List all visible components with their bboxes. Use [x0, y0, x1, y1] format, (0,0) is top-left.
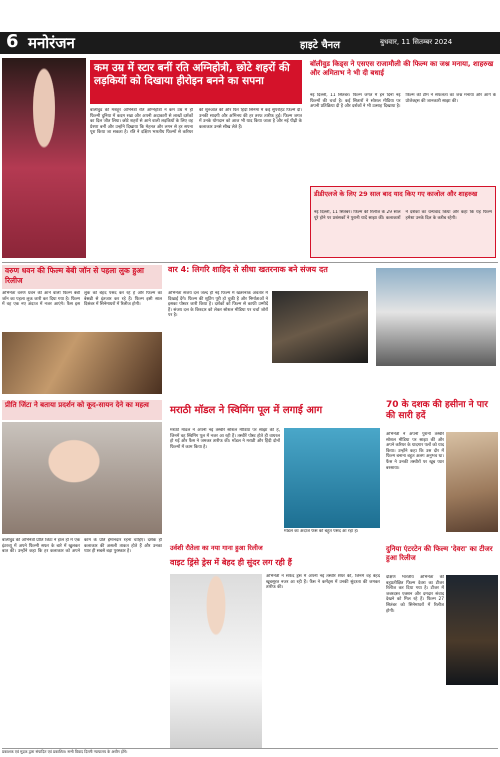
varun-headline: वरुण धवन की फिल्म बेबी जॉन से पहला लुक हुआ रिलीज [2, 265, 162, 289]
issue-date: बुधवार, 11 सितम्बर 2024 [380, 38, 453, 46]
model-caption: मॉडल का अंदाज फैंस को बहुत पसंद आ रहा है। [284, 529, 359, 534]
preity-photo [2, 422, 162, 534]
section-title: मनोरंजन [28, 34, 75, 52]
model-body: मराठी मॉडल ने अपनी नई तस्वीरें सोशल मीडिया पर साझा की हैं, जिनमें वह स्विमिंग पूल में नजर आ रही हैं। तस्वीरें पोस्ट होते ही वायरल हो गईं और फैंस ने जमकर तारीफ की। मॉडल ने मराठी और हिंदी दोनों फिल्मों में काम किया है। [170, 428, 280, 450]
white-photo [170, 574, 262, 748]
preity-body: बॉलीवुड की अभिनेत्री प्रीति जिंटा ने हाल ही में एक इंटरव्यू में अपने फिल्मी सफर के बारे में खुलकर बात की। उन्होंने कहा कि हर कलाकार को अपने काम के प्रति ईमानदार रहना चाहिए। दर्शक ही कलाकार की असली ताकत होते हैं और उनका प्यार ही सबसे बड़ा पुरस्कार है। [2, 538, 162, 555]
white-body: अभिनेत्री ने सफेद ड्रेस में अपनी नई तस्वीरें शेयर कीं, जिनमें वह बेहद खूबसूरत नजर आ रही हैं। फैंस ने कमेंट्स में उनकी सुंदरता की जमकर तारीफ की। [266, 574, 380, 591]
right-box-body: नई दिल्ली, 11 सितंबर। फिल्म की रिलीज के 29 साल पूरे होने पर प्रशंसकों ने पुरानी यादें साझा कीं। कलाकारों ने दर्शकों का धन्यवाद किया और कहा कि यह फिल्म हमेशा उनके दिल के करीब रहेगी। [314, 210, 492, 221]
footer-text: प्रकाशक एवं मुद्रक द्वारा संपादित एवं प्रकाशित। सभी विवाद दिल्ली न्यायालय के अधीन होंगे। [2, 749, 128, 754]
varun-body: अभिनेता वरुण धवन की आने वाली फिल्म बेबी जॉन का पहला लुक जारी कर दिया गया है। फिल्म में वह एक नए अंदाज में नजर आएंगे। फैंस इस लुक को बेहद पसंद कर रहे हैं और फिल्म का बेसब्री से इंतजार कर रहे हैं। फिल्म इसी साल दिसंबर में सिनेमाघरों में रिलीज होगी। [2, 291, 162, 308]
zeenat-photo [446, 432, 498, 532]
paper-name: हाइटे चैनल [300, 40, 341, 51]
right-box-headline: डीडीएलजे के लिए 29 साल बाद याद किए गए काजोल और शाहरुख [314, 190, 478, 198]
devara-photo [446, 575, 498, 685]
duniya-body: दक्षिण भारतीय अभिनेता की बहुप्रतीक्षित फिल्म देवरा का टीजर रिलीज कर दिया गया है। टीजर में जबरदस्त एक्शन और दमदार संवाद देखने को मिल रहे हैं। फिल्म 27 सितंबर को सिनेमाघरों में रिलीज होगी। [386, 575, 444, 614]
varun-photo [2, 332, 162, 394]
model-headline: मराठी मॉडल ने स्विमिंग पूल में लगाई आग [170, 405, 323, 416]
rati-photo [2, 58, 86, 258]
lead-body: बॉलीवुड की मशहूर अभिनेत्री रति अग्निहोत्री ने कम उम्र में ही फिल्मी दुनिया में कदम रखा और अपनी अदाकारी से लाखों दर्शकों का दिल जीत लिया। छोटे शहरों से आने वाली लड़कियों के लिए वह प्रेरणा बनीं और उन्होंने दिखाया कि मेहनत और लगन से हर सपना पूरा किया जा सकता है। रति ने दक्षिण भारतीय फिल्मों से करियर की शुरुआत की और फिर हिंदी सिनेमा में कई सुपरहिट फिल्में दीं। उनकी सादगी और अभिनय की हर तरफ तारीफ हुई। फिल्म जगत में उनके योगदान को आज भी याद किया जाता है और नई पीढ़ी के कलाकार उनसे सीख लेते हैं। [90, 108, 302, 136]
lead-headline: कम उम्र में स्टार बनीं रति अग्निहोत्री, छोटे शहरों की लड़कियों को दिखाया हीरोइन बनने का सपना [90, 60, 302, 104]
duniya-headline: दुनिया एंटरटेन की फिल्म 'देवरा' का टीजर हुआ रिलीज [386, 545, 493, 562]
page-number: 6 [6, 31, 19, 52]
war-headline: वार 4: लिगरि शाहिद से सीधा खतरनाक बने संजय दत [168, 265, 328, 274]
war-photo [272, 291, 368, 363]
zeenat-headline: 70 के दशक की हसीना ने पार की सारी हदें [386, 400, 488, 421]
right-top-headline: बॉलीवुड किड्स ने एसएस राजामौली की फिल्म का जश्न मनाया, शाहरुख और अमिताभ ने भी दी बधाई [310, 60, 494, 77]
preity-headline: प्रीति जिंटा ने बताया प्रदर्शन को कूद-सायन देने का महत्व [2, 400, 162, 420]
white-headline: वाइट ड्रिंसे ड्रेस में बेहद ही सुंदर लग रही हैं [170, 558, 292, 567]
model-photo [284, 428, 380, 528]
divider [2, 262, 498, 263]
zeenat-body: अभिनेत्री ने अपनी पुरानी तस्वीरें सोशल मीडिया पर साझा कीं और अपने करियर के यादगार पलों को याद किया। उन्होंने कहा कि उस दौर में फिल्म बनाना बहुत अलग अनुभव था। फैंस ने उनकी तस्वीरों पर खूब प्यार बरसाया। [386, 432, 444, 471]
right-top-body: नई दिल्ली, 11 सितंबर। फिल्म जगत में इन दिनों नई फिल्मों की चर्चा है। कई सितारों ने सोशल मीडिया पर अपनी प्रतिक्रिया दी है और दर्शकों ने भी उत्साह दिखाया है। फिल्म की टीम ने सफलता का जश्न मनाया और आगे के प्रोजेक्ट्स की जानकारी साझा की। [310, 93, 496, 110]
urvashi-headline: उर्वशी रौतेला का नया गाना हुआ रिलीज [170, 544, 263, 552]
war-body: अभिनेता संजय दत्त जल्द ही नई फिल्म में खतरनाक अवतार में दिखाई देंगे। फिल्म की शूटिंग पूरी हो चुकी है और निर्माताओं ने इसका पोस्टर जारी किया है। दर्शकों को फिल्म से काफी उम्मीदें हैं। संजय दत्त के किरदार को लेकर सोशल मीडिया पर चर्चा जोरों पर है। [168, 291, 268, 319]
car-photo [376, 268, 496, 366]
